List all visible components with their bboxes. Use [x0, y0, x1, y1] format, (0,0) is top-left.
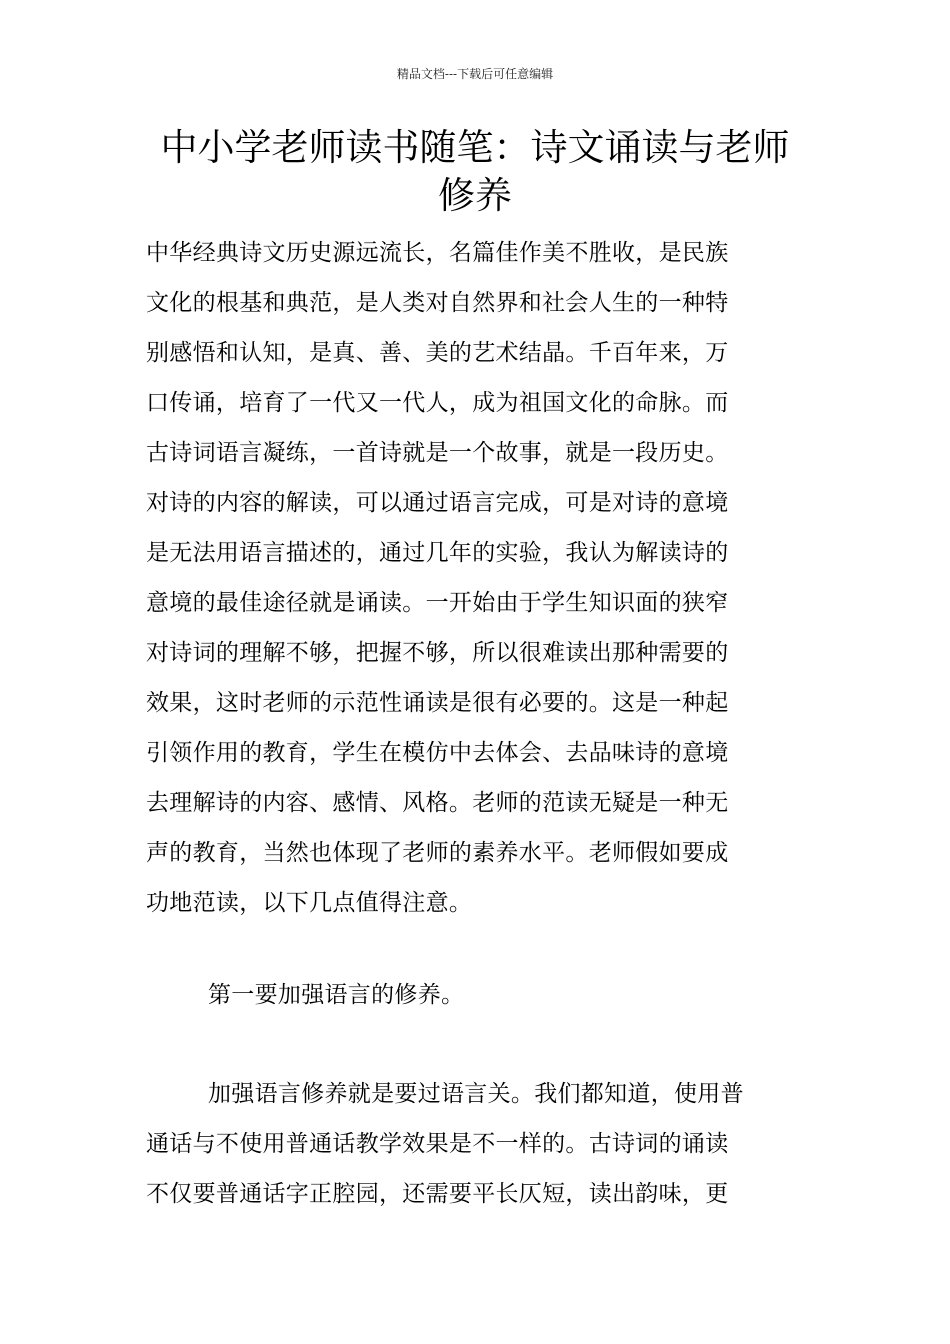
body-paragraph — [146, 1069, 806, 1219]
section-heading — [146, 970, 806, 1020]
intro-line: 口传诵，培育了一代又一代人，成为祖国文化的命脉。而 — [146, 390, 729, 416]
intro-paragraph — [146, 228, 806, 928]
title-line-1: 中小学老师读书随笔：诗文诵读与老师 — [160, 126, 790, 169]
intro-line: 声的教育，当然也体现了老师的素养水平。老师假如要成 — [146, 840, 729, 866]
page-title — [120, 124, 830, 220]
section-heading-text: 第一要加强语言的修养。 — [208, 982, 465, 1008]
intro-line: 文化的根基和典范，是人类对自然界和社会人生的一种特 — [146, 290, 729, 316]
intro-line: 对诗词的理解不够，把握不够，所以很难读出那种需要的 — [146, 640, 729, 666]
intro-line: 引领作用的教育，学生在模仿中去体会、去品味诗的意境 — [146, 740, 729, 766]
intro-line: 功地范读，以下几点值得注意。 — [146, 890, 473, 916]
title-line-2: 修养 — [438, 174, 512, 217]
page-header: 精品文档---下载后可任意编辑 — [396, 67, 554, 81]
intro-line: 去理解诗的内容、感情、风格。老师的范读无疑是一种无 — [146, 790, 729, 816]
intro-line: 意境的最佳途径就是诵读。一开始由于学生知识面的狭窄 — [146, 590, 729, 616]
intro-line: 古诗词语言凝练，一首诗就是一个故事，就是一段历史。 — [146, 440, 729, 466]
intro-line: 效果，这时老师的示范性诵读是很有必要的。这是一种起 — [146, 690, 729, 716]
intro-line: 是无法用语言描述的，通过几年的实验，我认为解读诗的 — [146, 540, 729, 566]
body-line: 加强语言修养就是要过语言关。我们都知道，使用普 — [208, 1081, 744, 1107]
body-line: 不仅要普通话字正腔园，还需要平长仄短，读出韵味，更 — [146, 1181, 729, 1207]
intro-line: 对诗的内容的解读，可以通过语言完成，可是对诗的意境 — [146, 490, 729, 516]
intro-line: 别感悟和认知，是真、善、美的艺术结晶。千百年来，万 — [146, 340, 729, 366]
intro-line: 中华经典诗文历史源远流长，名篇佳作美不胜收，是民族 — [146, 240, 729, 266]
body-line: 通话与不使用普通话教学效果是不一样的。古诗词的诵读 — [146, 1131, 729, 1157]
